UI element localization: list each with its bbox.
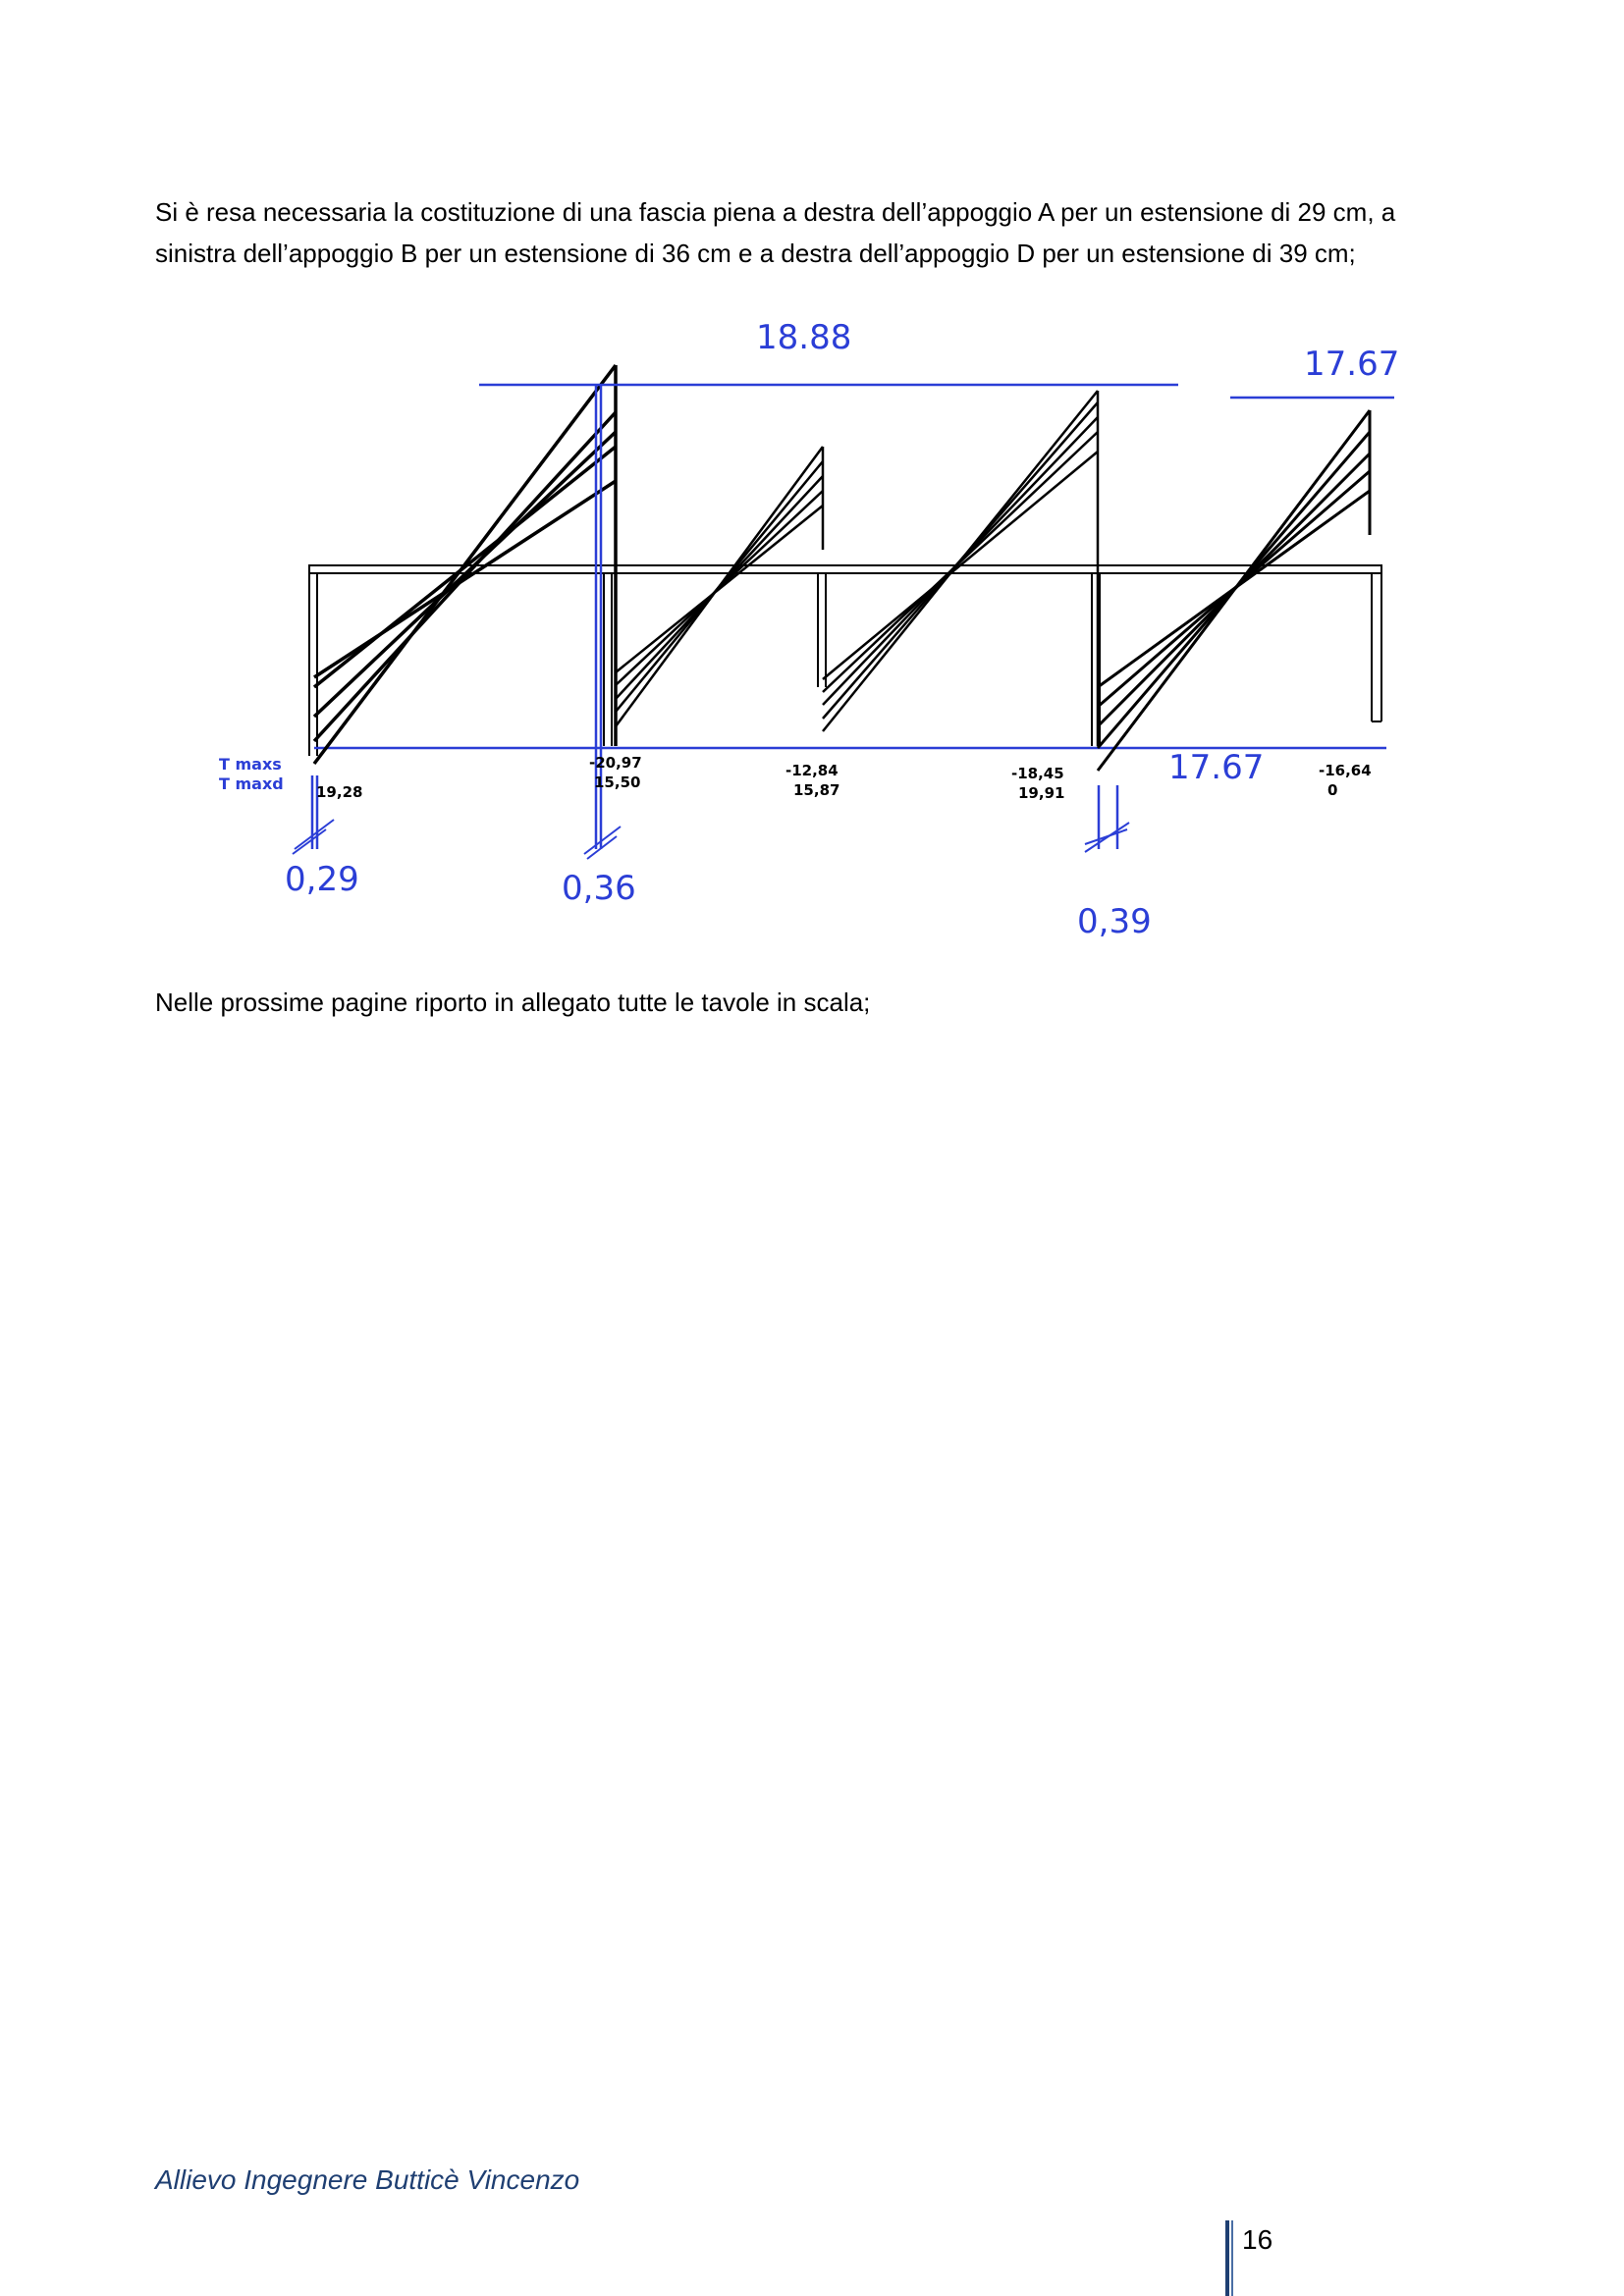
shear-diagram: [0, 0, 1624, 962]
extension-label-b: 0,36: [562, 869, 636, 908]
dimension-label-3: 17.67: [1168, 748, 1265, 787]
extension-ticks: [293, 820, 1129, 859]
support-value-top: -16,64: [1319, 762, 1372, 779]
dimension-label-2: 17.67: [1304, 345, 1400, 384]
extension-label-d: 0,39: [1077, 902, 1152, 941]
dimension-label-1: 18.88: [756, 318, 852, 357]
support-value-bottom: 15,50: [594, 774, 641, 791]
support-value-bottom: 15,87: [793, 781, 840, 799]
footer-author: Allievo Ingegnere Butticè Vincenzo: [155, 2164, 580, 2195]
shear-envelope-span-4: [1098, 410, 1370, 771]
page-number-bar: [1225, 2220, 1229, 2296]
support-value-bottom: 19,91: [1018, 784, 1065, 802]
extension-label-a: 0,29: [285, 860, 359, 899]
row-label-min: T maxd: [219, 774, 284, 793]
intro-paragraph: Si è resa necessaria la costituzione di una fascia piena a destra dell’appoggio A per un estensione di 29 cm, a sinistra dell’appoggio B per un estensione di 36 cm e a destra dell’appoggio D per un estensione di 39 cm;: [155, 197, 1396, 268]
page-number: 16: [1242, 2224, 1273, 2255]
support-value-top: -20,97: [589, 754, 642, 772]
shear-envelope-span-2: [616, 447, 823, 726]
page-number-bar-accent: [1231, 2220, 1233, 2296]
shear-envelope-span-3: [823, 391, 1098, 746]
closing-paragraph: Nelle prossime pagine riporto in allegato tutte le tavole in scala;: [155, 988, 871, 1017]
support-value-bottom: 19,28: [316, 783, 363, 801]
support-value-top: -12,84: [785, 762, 839, 779]
row-label-max: T maxs: [219, 755, 282, 774]
support-value-top: -18,45: [1011, 765, 1064, 782]
support-value-bottom: 0: [1327, 781, 1338, 799]
